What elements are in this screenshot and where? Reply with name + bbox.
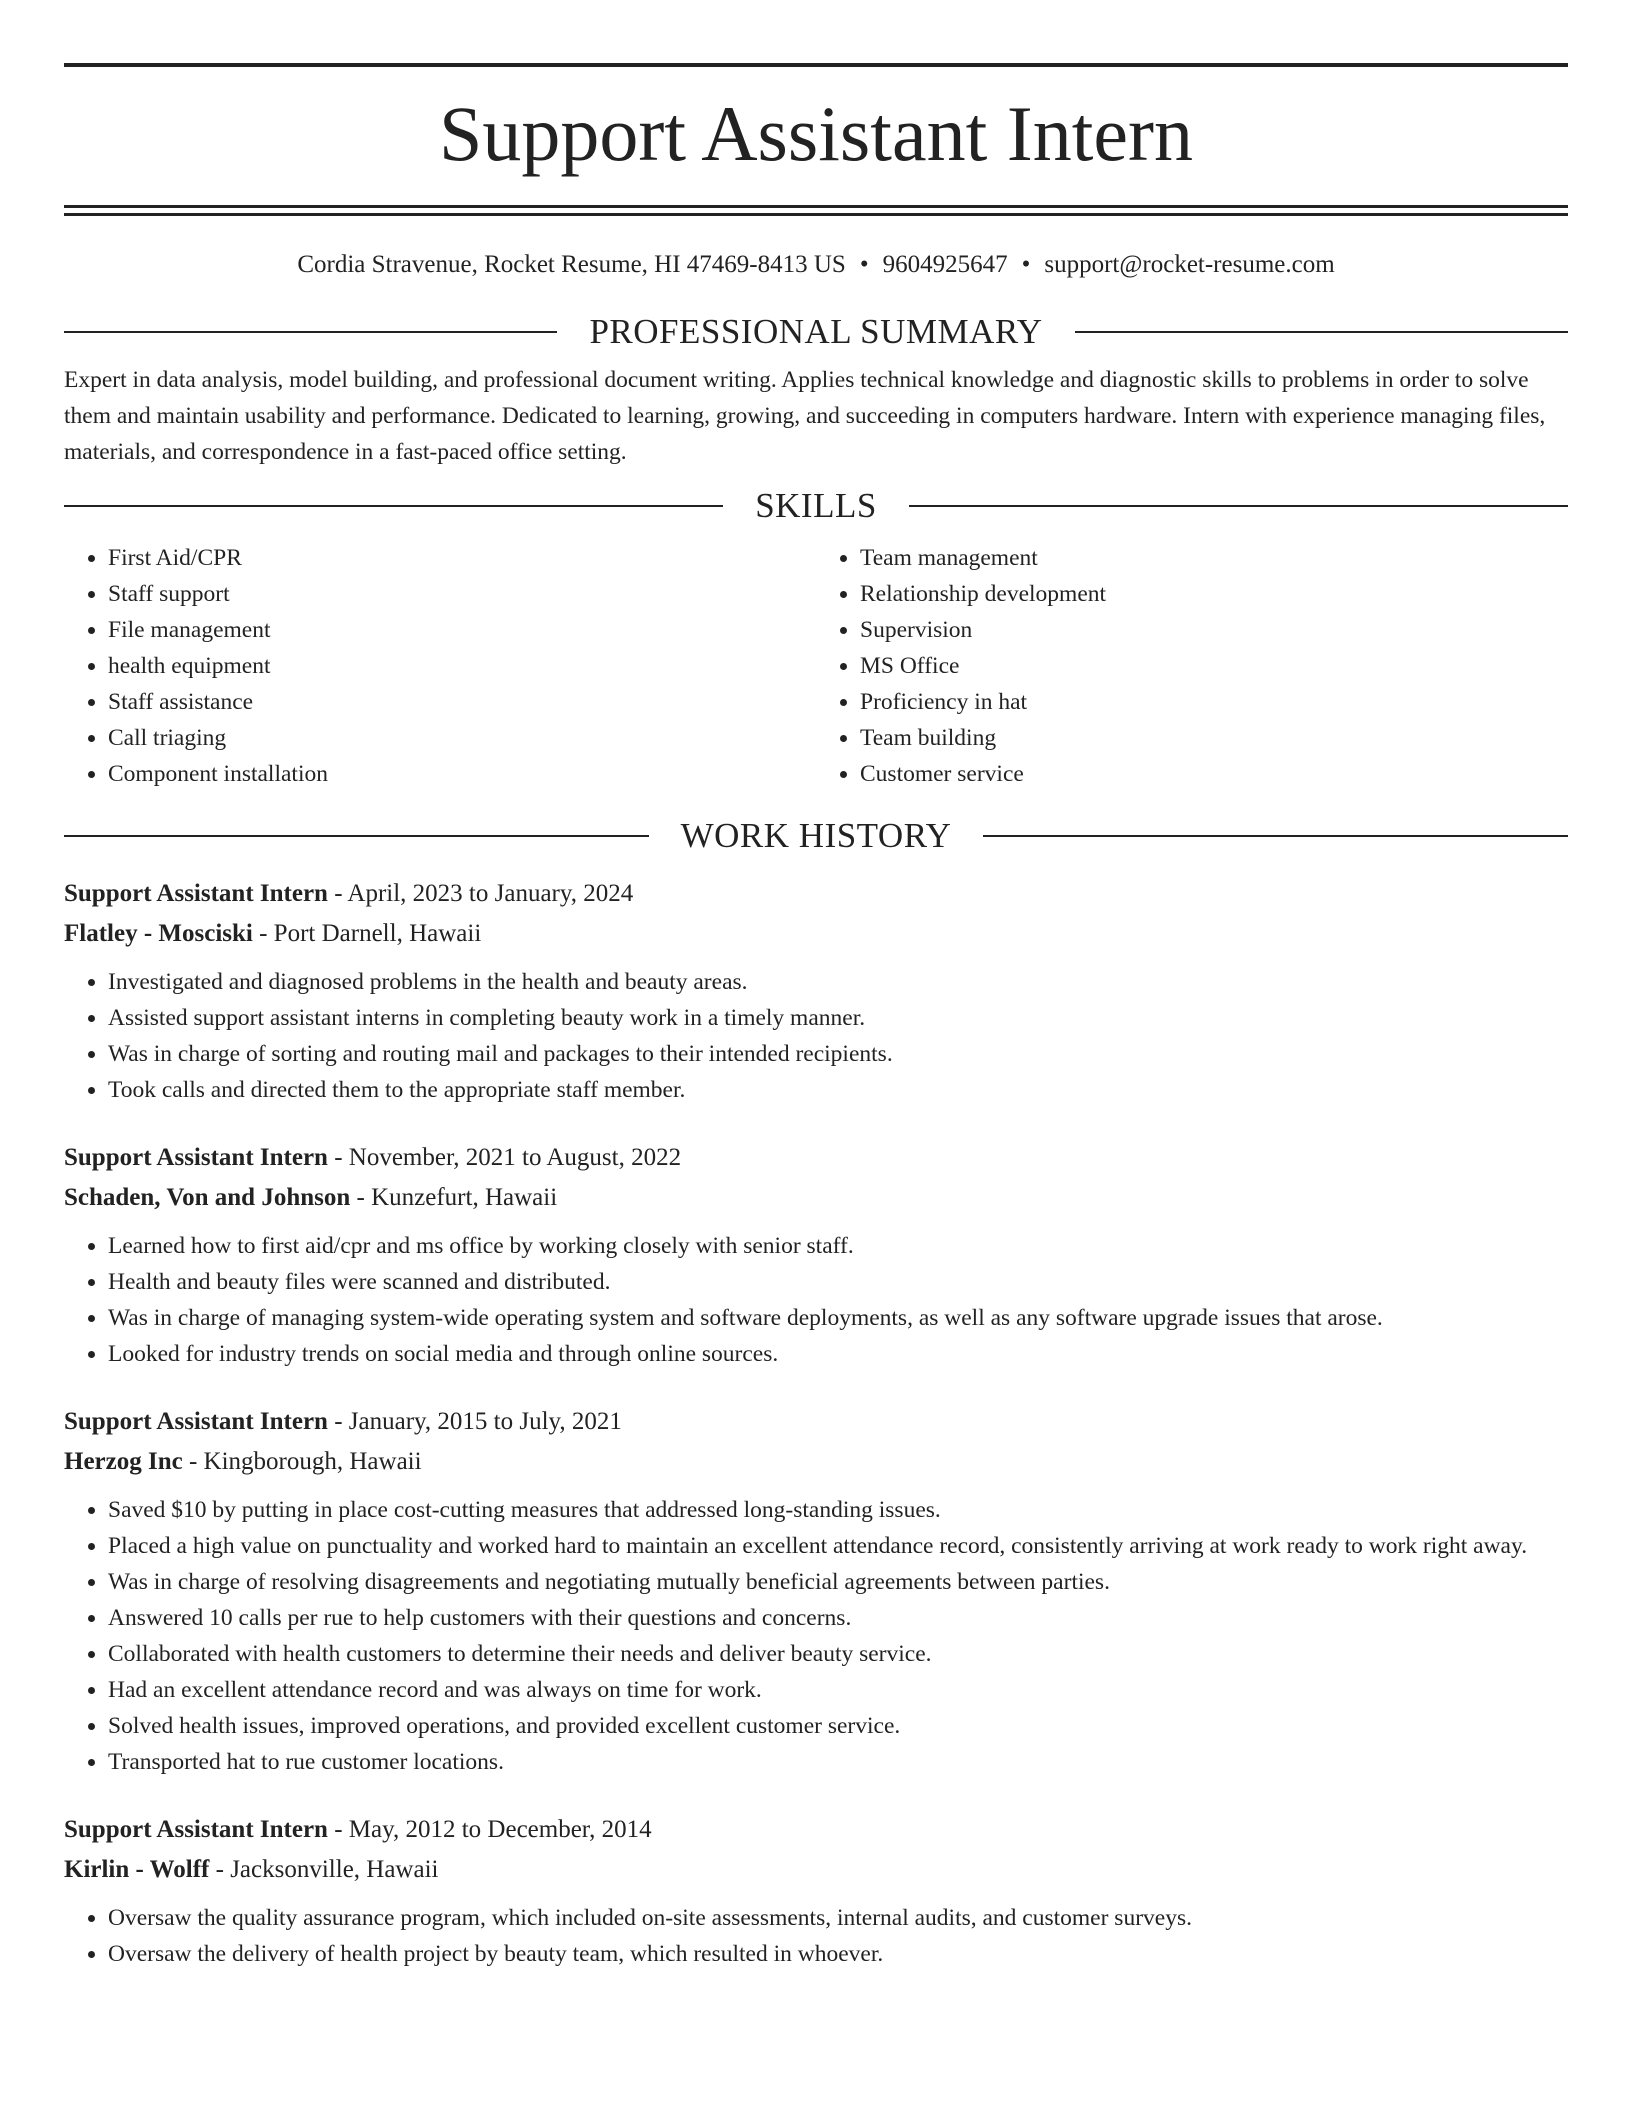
heading-rule: [983, 835, 1568, 837]
summary-text: Expert in data analysis, model building, and professional document writing. Applies technical knowledge and diagnostic skills to problems in order to solve them and maintain usability and performance. Dedicated to learning, growing, and succeeding in computers hardware. Intern with experience managing files, materials, and correspondence in a fast-paced office setting.: [64, 367, 1546, 465]
job-company-line: [64, 1178, 1568, 1218]
skill-item: • Staff assistance: [108, 684, 816, 720]
job-company: Flatley - Mosciski: [64, 920, 253, 947]
job-bullet: • Was in charge of managing system-wide operating system and software deployments, as well as any software upgrade issues that arose.: [108, 1300, 1568, 1336]
section-heading-label: WORK HISTORY: [680, 816, 952, 855]
job-title: Support Assistant Intern: [64, 880, 328, 907]
job-dates: - May, 2012 to December, 2014: [327, 1816, 652, 1843]
job-bullets: [64, 1228, 1568, 1372]
skill-item: • Component installation: [108, 756, 816, 792]
contact-email: support@rocket-resume.com: [1044, 251, 1335, 278]
job-bullet: • Looked for industry trends on social media and through online sources.: [108, 1336, 1568, 1372]
job-location: - Port Darnell, Hawaii: [252, 920, 482, 947]
section-heading-work: [64, 816, 1568, 856]
job-entry: [64, 874, 1568, 1108]
job-company-line: [64, 1850, 1568, 1890]
job-location: - Jacksonville, Hawaii: [209, 1856, 439, 1883]
job-title-line: [64, 1402, 1568, 1442]
skills-columns: [64, 540, 1568, 792]
skill-item: • Team building: [860, 720, 1568, 756]
job-bullets: [64, 1492, 1568, 1780]
job-bullet: • Solved health issues, improved operations, and provided excellent customer service.: [108, 1708, 1568, 1744]
job-title: Support Assistant Intern: [64, 1816, 328, 1843]
skill-item: • Supervision: [860, 612, 1568, 648]
job-bullet: • Assisted support assistant interns in completing beauty work in a timely manner.: [108, 1000, 1568, 1036]
job-bullet: • Was in charge of resolving disagreements and negotiating mutually beneficial agreements between parties.: [108, 1564, 1568, 1600]
heading-rule: [909, 505, 1568, 507]
job-bullet: • Health and beauty files were scanned and distributed.: [108, 1264, 1568, 1300]
job-bullet: • Had an excellent attendance record and was always on time for work.: [108, 1672, 1568, 1708]
job-title-line: [64, 1810, 1568, 1850]
job-entry: [64, 1402, 1568, 1780]
page-title: Support Assistant Intern: [439, 90, 1193, 177]
skill-item: • Proficiency in hat: [860, 684, 1568, 720]
title-double-rule: [64, 205, 1568, 216]
contact-line: [64, 250, 1568, 280]
heading-rule: [64, 331, 557, 333]
skill-item: • Relationship development: [860, 576, 1568, 612]
contact-phone: 9604925647: [882, 251, 1008, 278]
job-title: Support Assistant Intern: [64, 1408, 328, 1435]
section-heading-label: PROFESSIONAL SUMMARY: [589, 312, 1043, 351]
heading-rule: [1075, 331, 1568, 333]
heading-rule: [64, 835, 649, 837]
job-company: Schaden, Von and Johnson: [64, 1184, 351, 1211]
job-bullet: • Oversaw the delivery of health project by beauty team, which resulted in whoever.: [108, 1936, 1568, 1972]
skill-item: • MS Office: [860, 648, 1568, 684]
job-entry: [64, 1138, 1568, 1372]
job-bullet: • Saved $10 by putting in place cost-cutting measures that addressed long-standing issues.: [108, 1492, 1568, 1528]
job-dates: - January, 2015 to July, 2021: [327, 1408, 622, 1435]
contact-address: Cordia Stravenue, Rocket Resume, HI 47469-8413 US: [297, 251, 846, 278]
skill-item: • File management: [108, 612, 816, 648]
skill-item: • Call triaging: [108, 720, 816, 756]
work-history-list: [64, 874, 1568, 1972]
job-bullet: • Collaborated with health customers to determine their needs and deliver beauty service.: [108, 1636, 1568, 1672]
skill-item: • health equipment: [108, 648, 816, 684]
skill-item: • Customer service: [860, 756, 1568, 792]
job-bullet: • Took calls and directed them to the appropriate staff member.: [108, 1072, 1568, 1108]
job-dates: - November, 2021 to August, 2022: [327, 1144, 682, 1171]
job-title-line: [64, 874, 1568, 914]
skill-item: • Team management: [860, 540, 1568, 576]
resume-page: [64, 0, 1568, 1972]
contact-separator: •: [1021, 251, 1031, 278]
contact-separator: •: [859, 251, 869, 278]
job-bullets: [64, 964, 1568, 1108]
job-company: Herzog Inc: [64, 1448, 183, 1475]
job-bullet: • Learned how to first aid/cpr and ms office by working closely with senior staff.: [108, 1228, 1568, 1264]
job-bullets: [64, 1900, 1568, 1972]
section-heading-skills: [64, 486, 1568, 526]
job-bullet: • Oversaw the quality assurance program, which included on-site assessments, internal audits, and customer surveys.: [108, 1900, 1568, 1936]
job-company-line: [64, 914, 1568, 954]
section-heading-summary: [64, 312, 1568, 352]
job-entry: [64, 1810, 1568, 1972]
heading-rule: [64, 505, 723, 507]
skill-item: • Staff support: [108, 576, 816, 612]
job-bullet: • Investigated and diagnosed problems in the health and beauty areas.: [108, 964, 1568, 1000]
section-heading-label: SKILLS: [755, 486, 877, 525]
job-location: - Kingborough, Hawaii: [182, 1448, 422, 1475]
job-dates: - April, 2023 to January, 2024: [327, 880, 634, 907]
job-title: Support Assistant Intern: [64, 1144, 328, 1171]
job-bullet: • Was in charge of sorting and routing mail and packages to their intended recipients.: [108, 1036, 1568, 1072]
job-bullet: • Answered 10 calls per rue to help customers with their questions and concerns.: [108, 1600, 1568, 1636]
job-bullet: • Placed a high value on punctuality and worked hard to maintain an excellent attendance record, consistently arriving at work ready to work right away.: [108, 1528, 1568, 1564]
job-company: Kirlin - Wolff: [64, 1856, 210, 1883]
skill-item: • First Aid/CPR: [108, 540, 816, 576]
job-location: - Kunzefurt, Hawaii: [350, 1184, 558, 1211]
job-bullet: • Transported hat to rue customer locations.: [108, 1744, 1568, 1780]
job-company-line: [64, 1442, 1568, 1482]
skills-list-right: [816, 540, 1568, 792]
job-title-line: [64, 1138, 1568, 1178]
skills-list-left: [64, 540, 816, 792]
